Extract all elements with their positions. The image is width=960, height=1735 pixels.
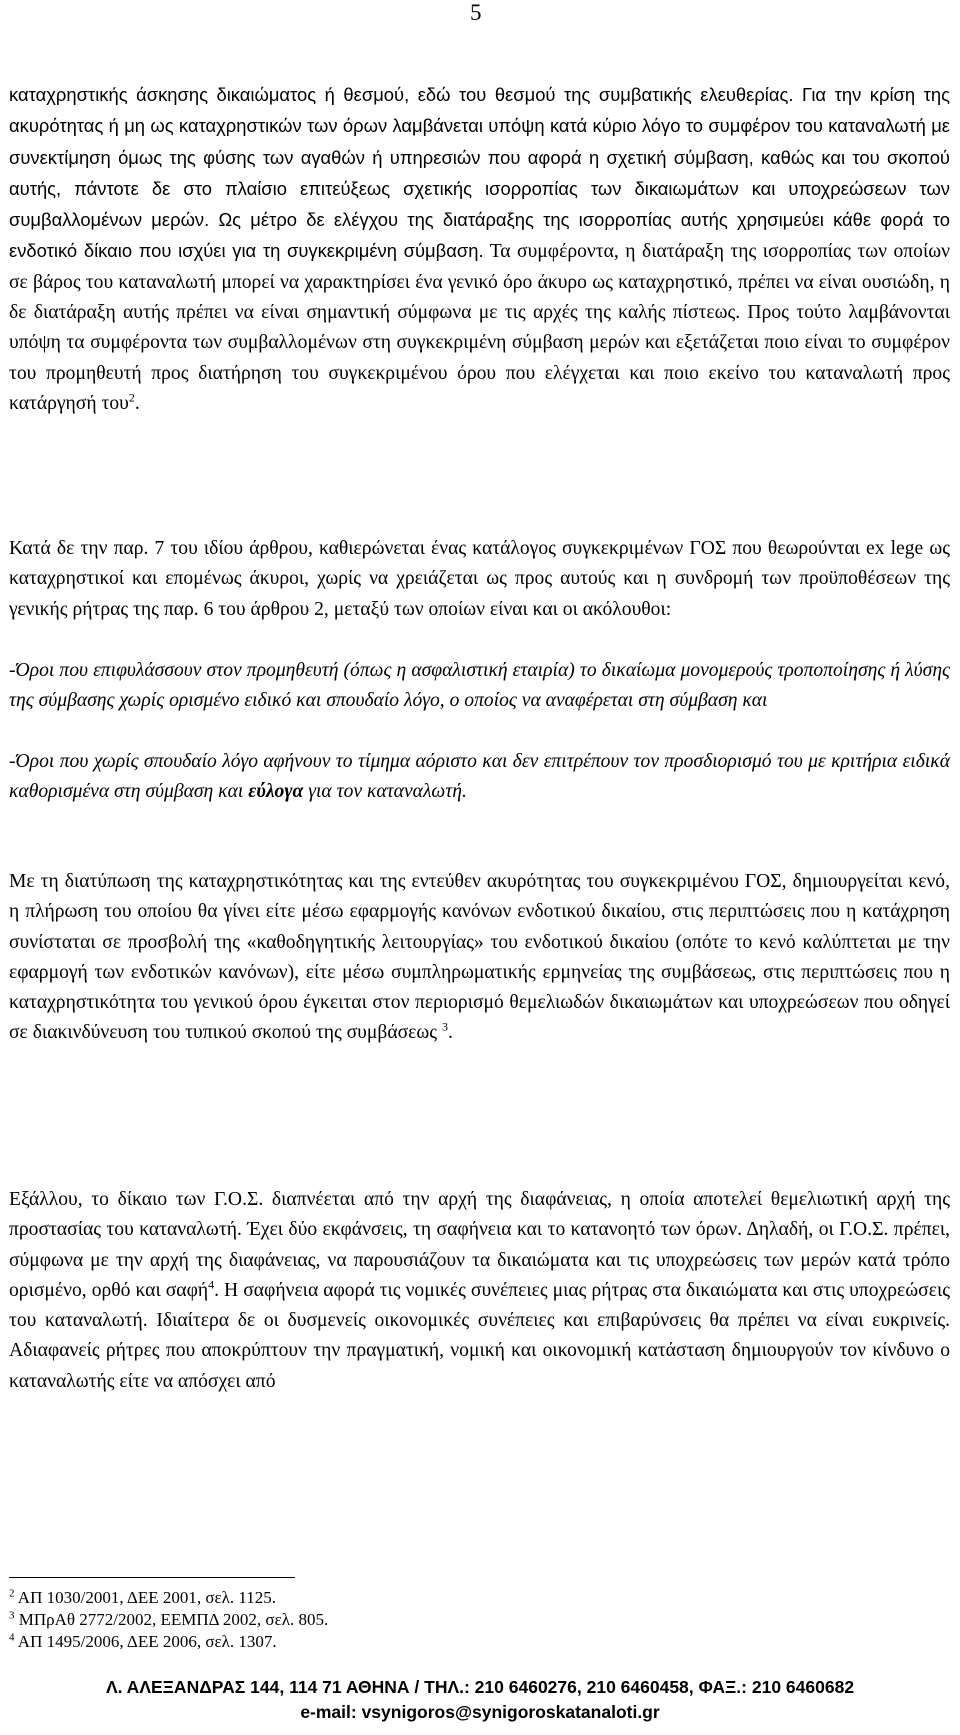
footer-email: e-mail: vsynigoros@synigoroskatanaloti.gr [300, 1702, 660, 1722]
footnote-2-text: ΑΠ 1030/2001, ΔΕΕ 2001, σελ. 1125. [14, 1588, 277, 1607]
footnote-3-number: 3 [9, 1609, 15, 1622]
footnote-4 [9, 1631, 277, 1653]
paragraph-3-end: . [447, 1022, 453, 1044]
footnote-3 [9, 1609, 328, 1631]
footnote-ref-2: 2 [128, 390, 135, 405]
paragraph-1-sans-text: καταχρηστικής άσκησης δικαιώματος ή θεσμού, εδώ του θεσμού της συμβατικής ελευθερίας. Για την κρίση της ακυρότητας ή μη ως καταχρηστικών των όρων λαμβάνεται υπόψη κατά κύριο λόγο το συμφέρον του καταναλωτή με συνεκτίμηση όμως της φύσης των αγαθών ή υπηρεσιών που αφορά η σχετική σύμβαση, καθώς και του σκοπού αυτής, πάντοτε δε στο πλαίσιο επιτεύξεως σχετικής ισορροπίας των δικαιωμάτων και υποχρεώσεων των συμβαλλομένων μερών. Ως μέτρο δε ελέγχου της διατάραξης της ισορροπίας αυτής χρησιμεύει κάθε φορά το ενδοτικό δίκαιο που ισχύει για τη συγκεκριμένη σύμβαση. [9, 84, 950, 262]
footnote-4-number: 4 [9, 1631, 15, 1644]
footnote-ref-4: 4 [208, 1277, 215, 1292]
footnote-2 [9, 1587, 276, 1609]
paragraph-1-end: . [134, 392, 140, 414]
paragraph-4 [9, 1185, 950, 1397]
footnote-ref-3: 3 [441, 1019, 448, 1034]
paragraph-3-text: Με τη διατύπωση της καταχρηστικότητας και της εντεύθεν ακυρότητας του συγκεκριμένου ΓΟΣ, δημιουργείται κενό, η πλήρωση του οποίου θα γίνει είτε μέσω εφαρμογής κανόνων ενδοτικού δικαίου, στις περιπτώσεις που η κατάχρηση συνίσταται σε προσβολή της «καθοδηγητικής λειτουργίας» του ενδοτικού δικαίου (οπότε το κενό καλύπτεται με την εφαρμογή των ενδοτικών κανόνων), είτε μέσω συμπληρωματικής ερμηνείας της συμβάσεως, στις περιπτώσεις που η καταχρηστικότητα του γενικού όρου έγκειται στον περιορισμό θεμελιωδών δικαιωμάτων και υποχρεώσεων που οδηγεί σε διακινδύνευση του τυπικού σκοπού της συμβάσεως [9, 871, 950, 1044]
list-item-2-text-a: -Όροι που χωρίς σπουδαίο λόγο αφήνουν το τίμημα αόριστο και δεν επιτρέπουν τον προσδιορισμό του με κριτήρια ειδικά καθορισμένα στη σύμβαση και [9, 751, 950, 803]
paragraph-4-text-b: . Η σαφήνεια αφορά τις νομικές συνέπειες μιας ρήτρας στα δικαιώματα και στις υποχρεώσεις του καταναλωτή. Ιδιαίτερα δε οι δυσμενείς οικονομικές συνέπειες και επιβαρύνσεις θα πρέπει να είναι ευκρινείς. Αδιαφανείς ρήτρες που αποκρύπτουν την πραγματική, νομική και οικονομική κατάσταση δημιουργούν τον κίνδυνο ο καταναλωτής είτε να απόσχει από [9, 1279, 950, 1392]
paragraph-2: Κατά δε την παρ. 7 του ιδίου άρθρου, καθιερώνεται ένας κατάλογος συγκεκριμένων ΓΟΣ που θεωρούνται ex lege ως καταχρηστικοί και επομένως άκυροι, χωρίς να χρειάζεται ως προς αυτούς και η συνδρομή των προϋποθέσεων της γενικής ρήτρας της παρ. 6 του άρθρου 2, μεταξύ των οποίων είναι και οι ακόλουθοι: [9, 538, 950, 620]
footnote-2-number: 2 [9, 1587, 15, 1600]
list-item-2-text-b: για τον καταναλωτή. [303, 781, 467, 803]
page-number: 5 [470, 0, 482, 25]
footer-address: Λ. ΑΛΕΞΑΝΔΡΑΣ 144, 114 71 ΑΘΗΝΑ / ΤΗΛ.: 210 6460276, 210 6460458, ΦΑΞ.: 210 6460682 [105, 1677, 855, 1697]
list-item-2-bold: εύλογα [248, 781, 304, 803]
paragraph-3 [9, 867, 950, 1049]
footnote-4-text: ΑΠ 1495/2006, ΔΕΕ 2006, σελ. 1307. [14, 1632, 277, 1651]
paragraph-1 [9, 80, 950, 419]
list-item-1: -Όροι που επιφυλάσσουν στον προμηθευτή (όπως η ασφαλιστική εταιρία) το δικαίωμα μονομερούς τροποποίησης ή λύσης της σύμβασης χωρίς ορισμένο ειδικό και σπουδαίο λόγο, ο οποίος να αναφέρεται στη σύμβαση και [9, 660, 950, 712]
footnote-3-text: ΜΠρΑθ 2772/2002, ΕΕΜΠΔ 2002, σελ. 805. [14, 1610, 329, 1629]
list-item-2 [9, 747, 950, 808]
paragraph-1-serif-text: Τα συμφέροντα, η διατάραξη της ισορροπίας των οποίων σε βάρος του καταναλωτή μπορεί να χαρακτηρίσει ένα γενικό όρο άκυρο ως καταχρηστικό, πρέπει να είναι ουσιώδη, η δε διατάραξη αυτής πρέπει να είναι σημαντική σύμφωνα με τις αρχές της καλής πίστεως. Προς τούτο λαμβάνονται υπόψη τα συμφέροντα των συμβαλλομένων στη συγκεκριμένη σύμβαση μερών και εξετάζεται ποιο είναι το συμφέρον του προμηθευτή προς διατήρηση του συγκεκριμένου όρου που ελέγχεται και ποιο εκείνο του καταναλωτή προς κατάργησή του [9, 241, 951, 414]
paragraph-4-text-a: Εξάλλου, το δίκαιο των Γ.Ο.Σ. διαπνέεται από την αρχή της διαφάνειας, η οποία αποτελεί θεμελιωτική αρχή της προστασίας του καταναλωτή. Έχει δύο εκφάνσεις, τη σαφήνεια και το κατανοητό των όρων. Δηλαδή, οι Γ.Ο.Σ. πρέπει, σύμφωνα με την αρχή της διαφάνειας, να παρουσιάζουν τα δικαιώματα και τις υποχρεώσεις των μερών κατά τρόπο ορισμένο, ορθό και σαφή [9, 1189, 950, 1301]
footnote-divider [9, 1577, 295, 1578]
